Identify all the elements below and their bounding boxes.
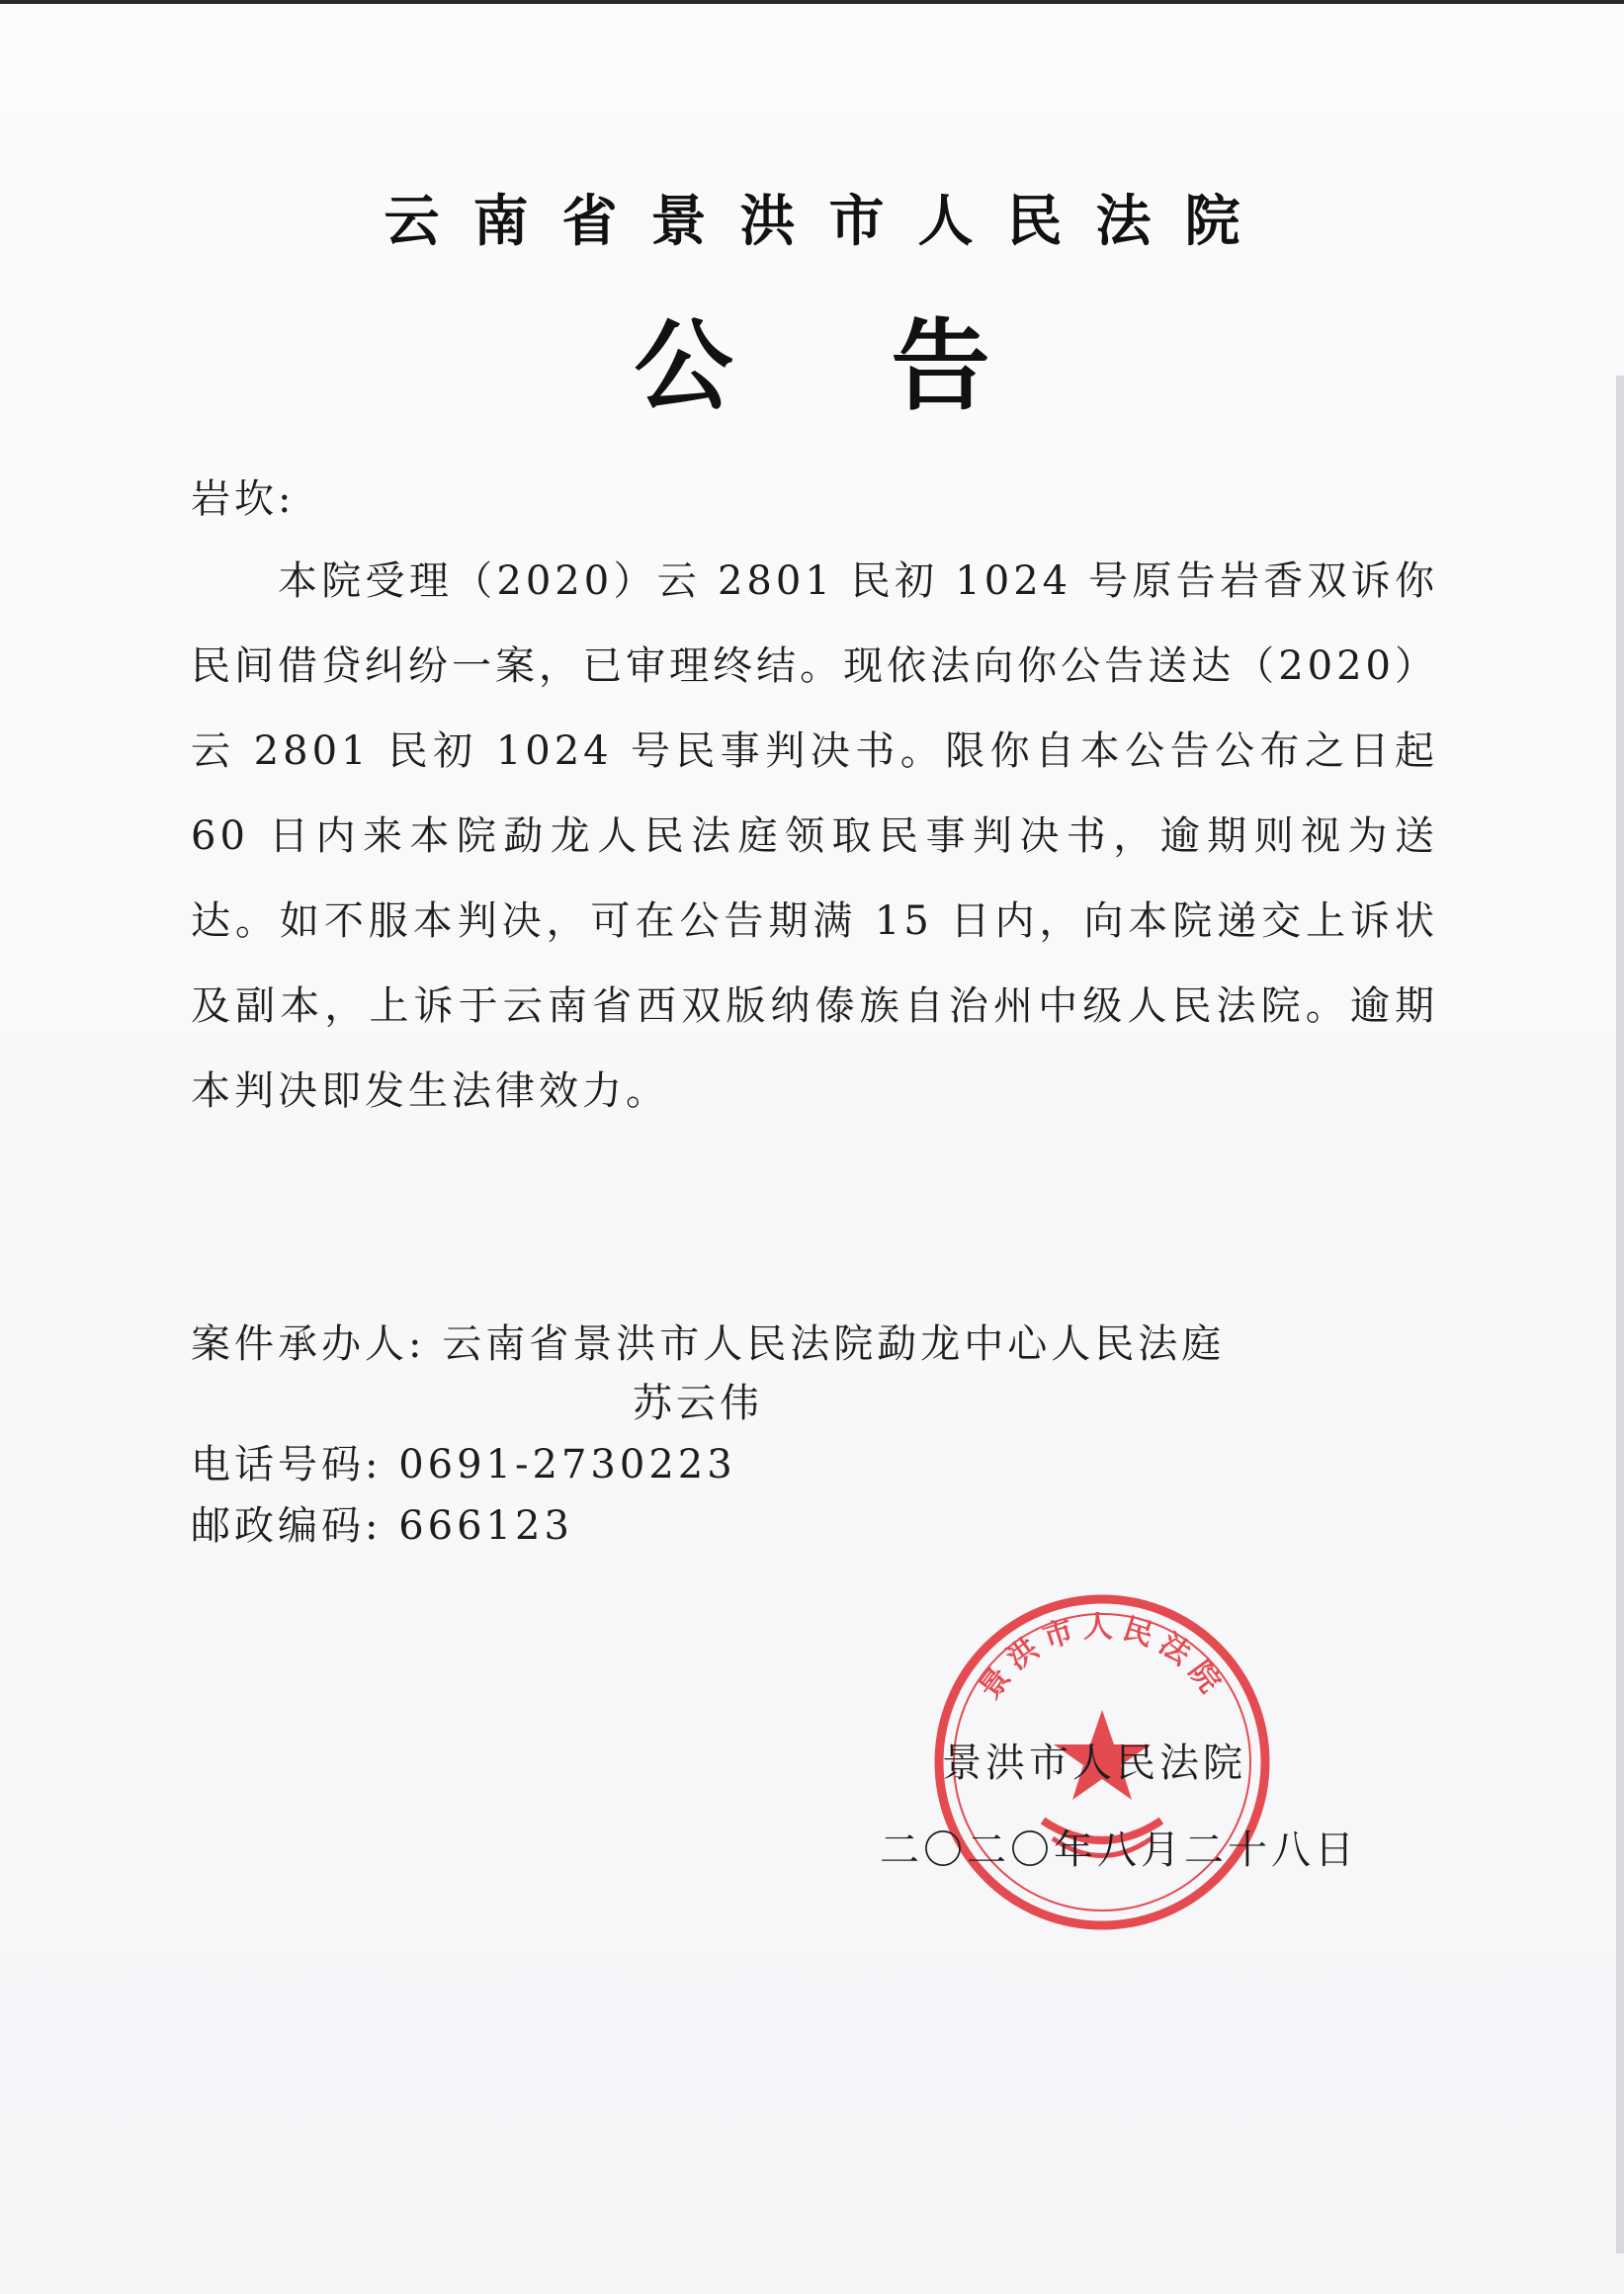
notice-title: 公告 — [634, 307, 1149, 424]
handler-name: 苏云伟 — [633, 1381, 763, 1426]
signing-date: 二〇二〇年八月二十八日 — [880, 1827, 1358, 1873]
scan-top-edge — [0, 0, 1624, 4]
phone-number: 0691-2730223 — [398, 1442, 736, 1487]
phone-line — [191, 1433, 736, 1489]
case-handler — [191, 1313, 1225, 1369]
addressee: 岩坎: — [191, 476, 296, 522]
seal-text: 景洪市人民法院 — [972, 1610, 1233, 1706]
scan-right-edge — [1616, 376, 1624, 2253]
postal-line — [191, 1494, 573, 1551]
court-title: 云南省景洪市人民法院 — [384, 189, 1274, 254]
phone-label: 电话号码: — [191, 1442, 383, 1487]
handler-label: 案件承办人: — [191, 1321, 426, 1367]
signing-court: 景洪市人民法院 — [942, 1741, 1246, 1786]
postal-code: 666123 — [398, 1503, 573, 1549]
handler-org: 云南省景洪市人民法院勐龙中心人民法庭 — [442, 1321, 1226, 1367]
postal-label: 邮政编码: — [191, 1503, 383, 1549]
notice-body: 本院受理（2020）云 2801 民初 1024 号原告岩香双诉你民间借贷纠纷一案，已审理终结。现依法向你公告送达（2020）云 2801 民初 1024 号民事判决书。限你自本公告公布之日起 60 日内来本院勐龙人民法庭领取民事判决书，逾期则视为送达。如不服本判决，可在公告期满 15 日内，向本院递交上诉状及副本，上诉于云南省西双版纳傣族自治州中级人民法院。逾期本判决即发生法律效力。 — [191, 558, 1438, 1114]
